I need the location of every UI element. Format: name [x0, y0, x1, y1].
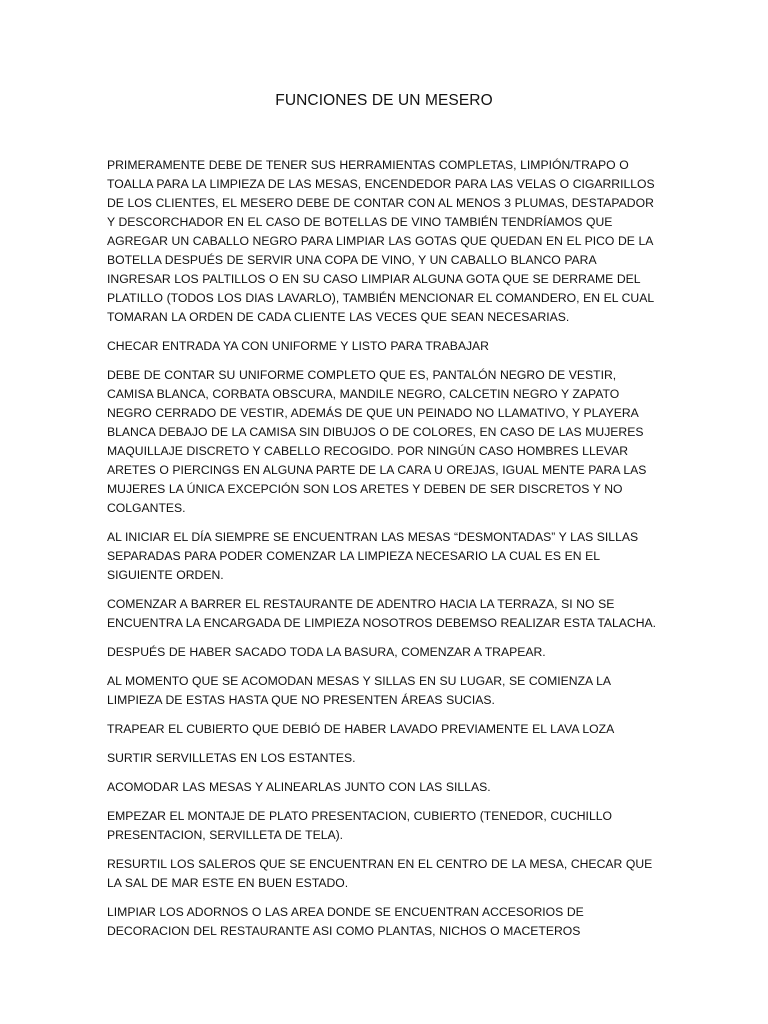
paragraph-start-of-day: AL INICIAR EL DÍA SIEMPRE SE ENCUENTRAN LAS MESAS “DESMONTADAS” Y LAS SILLAS SEPARADAS PARA PODER COMENZAR LA LIMPIEZA NECESARIO LA CUAL ES EN EL SIGUIENTE ORDEN.: [107, 530, 639, 582]
document-title: FUNCIONES DE UN MESERO: [275, 92, 493, 109]
paragraph-napkins: SURTIR SERVILLETAS EN LOS ESTANTES.: [107, 751, 356, 765]
paragraph-check-in: CHECAR ENTRADA YA CON UNIFORME Y LISTO PARA TRABAJAR: [107, 339, 489, 353]
document-body: [107, 156, 663, 951]
paragraph-salt: RESURTIL LOS SALEROS QUE SE ENCUENTRAN EN EL CENTRO DE LA MESA, CHECAR QUE LA SAL DE MAR ESTE EN BUEN ESTADO.: [107, 857, 653, 890]
paragraph-align-tables: ACOMODAR LAS MESAS Y ALINEARLAS JUNTO CON LAS SILLAS.: [107, 780, 491, 794]
paragraph-tools: PRIMERAMENTE DEBE DE TENER SUS HERRAMIENTAS COMPLETAS, LIMPIÓN/TRAPO O TOALLA PARA LA LIMPIEZA DE LAS MESAS, ENCENDEDOR PARA LAS VELAS O CIGARRILLOS DE LOS CLIENTES, EL MESERO DEBE DE CONTAR CON AL MENOS 3 PLUMAS, DESTAPADOR Y DESCORCHADOR EN EL CASO DE BOTELLAS DE VINO TAMBIÉN TENDRÍAMOS QUE AGREGAR UN CABALLO NEGRO PARA LIMPIAR LAS GOTAS QUE QUEDAN EN EL PICO DE LA BOTELLA DESPUÉS DE SERVIR UNA COPA DE VINO, Y UN CABALLO BLANCO PARA INGRESAR LOS PALTILLOS O EN SU CASO LIMPIAR ALGUNA GOTA QUE SE DERRAME DEL PLATILLO (TODOS LOS DIAS LAVARLO), TAMBIÉN MENCIONAR EL COMANDERO, EN EL CUAL TOMARAN LA ORDEN DE CADA CLIENTE LAS VECES QUE SEAN NECESARIAS.: [107, 158, 655, 324]
paragraph-sweep: COMENZAR A BARRER EL RESTAURANTE DE ADENTRO HACIA LA TERRAZA, SI NO SE ENCUENTRA LA ENCARGADA DE LIMPIEZA NOSOTROS DEBEMSO REALIZAR ESTA TALACHA.: [107, 597, 657, 630]
paragraph-decorations: LIMPIAR LOS ADORNOS O LAS AREA DONDE SE ENCUENTRAN ACCESORIOS DE DECORACION DEL RESTAURANTE ASI COMO PLANTAS, NICHOS O MACETEROS: [107, 905, 584, 938]
paragraph-uniform: DEBE DE CONTAR SU UNIFORME COMPLETO QUE ES, PANTALÓN NEGRO DE VESTIR, CAMISA BLANCA, CORBATA OBSCURA, MANDILE NEGRO, CALCETIN NEGRO Y ZAPATO NEGRO CERRADO DE VESTIR, ADEMÁS DE QUE UN PEINADO NO LLAMATIVO, Y PLAYERA BLANCA DEBAJO DE LA CAMISA SIN DIBUJOS O DE COLORES, EN CASO DE LAS MUJERES MAQUILLAJE DISCRETO Y CABELLO RECOGIDO. POR NINGÚN CASO HOMBRES LLEVAR ARETES O PIERCINGS EN ALGUNA PARTE DE LA CARA U OREJAS, IGUAL MENTE PARA LAS MUJERES LA ÚNICA EXCEPCIÓN SON LOS ARETES Y DEBEN DE SER DISCRETOS Y NO COLGANTES.: [107, 368, 647, 515]
paragraph-clean-tables: AL MOMENTO QUE SE ACOMODAN MESAS Y SILLAS EN SU LUGAR, SE COMIENZA LA LIMPIEZA DE ESTAS HASTA QUE NO PRESENTEN ÁREAS SUCIAS.: [107, 674, 611, 707]
paragraph-table-setup: EMPEZAR EL MONTAJE DE PLATO PRESENTACION, CUBIERTO (TENEDOR, CUCHILLO PRESENTACION, SERVILLETA DE TELA).: [107, 809, 612, 842]
paragraph-mop: DESPUÉS DE HABER SACADO TODA LA BASURA, COMENZAR A TRAPEAR.: [107, 645, 546, 659]
paragraph-cutlery: TRAPEAR EL CUBIERTO QUE DEBIÓ DE HABER LAVADO PREVIAMENTE EL LAVA LOZA: [107, 722, 615, 736]
